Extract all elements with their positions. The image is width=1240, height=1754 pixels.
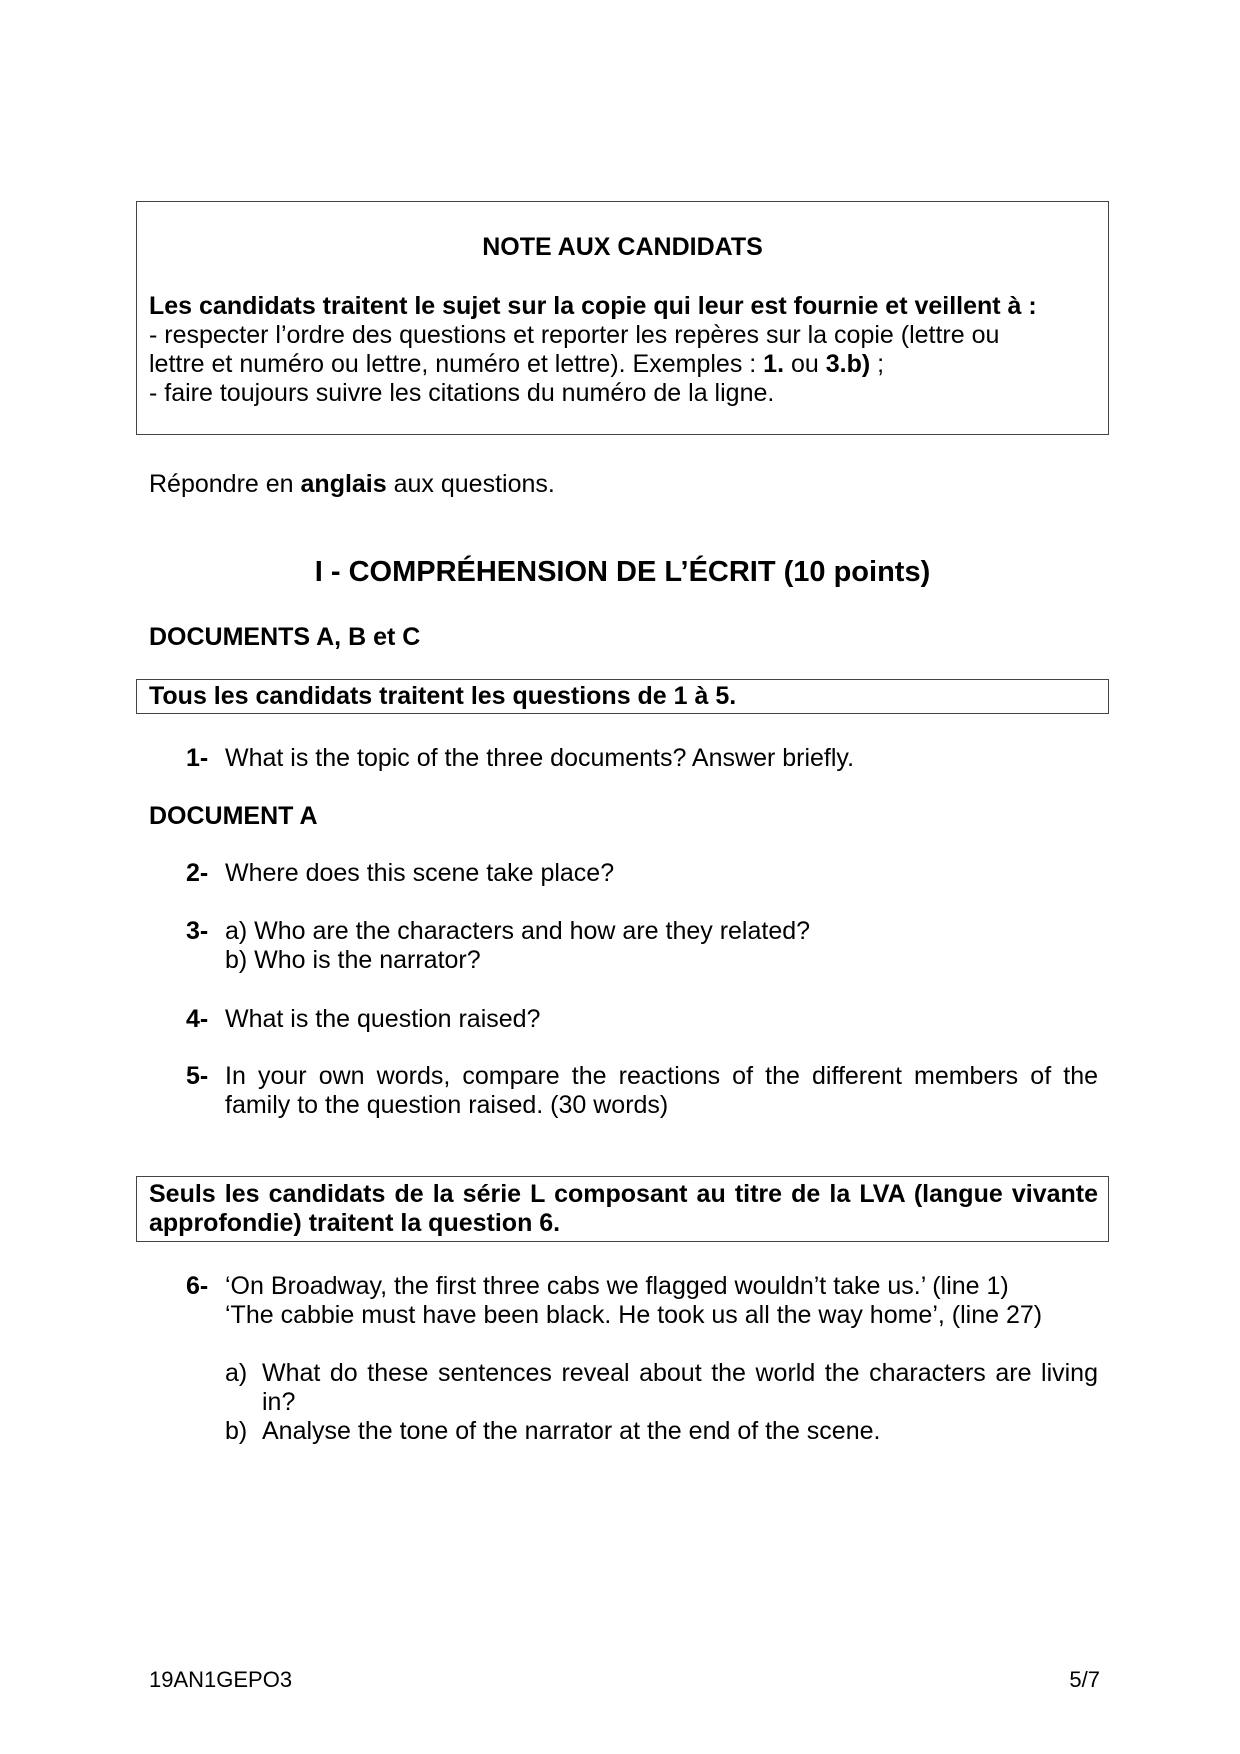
footer-page-number: 5/7: [1069, 1667, 1100, 1692]
note-line-2: [149, 350, 884, 379]
lva-line-1: Seuls les candidats de la série L composant au titre de la LVA (langue vivante: [149, 1180, 1098, 1208]
question-6a-label: a): [225, 1359, 248, 1387]
note-line-3: - faire toujours suivre les citations du numéro de la ligne.: [149, 379, 775, 407]
question-1-number: 1-: [186, 744, 209, 772]
question-2-text: Where does this scene take place?: [225, 859, 615, 887]
example-or: ou: [784, 350, 826, 378]
question-6b-text: Analyse the tone of the narrator at the end of the scene.: [262, 1417, 881, 1445]
instruction: [149, 470, 555, 499]
question-6a-line-1: What do these sentences reveal about the world the characters are living: [262, 1359, 1098, 1387]
example-end: ;: [870, 350, 885, 378]
note-intro: Les candidats traitent le sujet sur la copie qui leur est fournie et veillent à :: [149, 292, 1037, 320]
example-2: 3.b): [825, 350, 871, 378]
question-5-line-2: family to the question raised. (30 words): [225, 1091, 669, 1119]
document-a-heading: DOCUMENT A: [149, 802, 318, 830]
section-title: I - COMPRÉHENSION DE L’ÉCRIT (10 points): [314, 556, 931, 588]
question-3-number: 3-: [186, 917, 209, 945]
question-6-quote-1: ‘On Broadway, the first three cabs we flagged wouldn’t take us.’ (line 1): [225, 1272, 1009, 1300]
note-line-2-text: lettre et numéro ou lettre, numéro et lettre). Exemples :: [149, 350, 764, 378]
question-6-number: 6-: [186, 1272, 209, 1300]
question-6a-line-2: in?: [262, 1388, 296, 1416]
question-2-number: 2-: [186, 859, 209, 887]
all-candidates-text: Tous les candidats traitent les questions de 1 à 5.: [149, 682, 737, 710]
question-5-line-1: In your own words, compare the reactions of the different members of the: [225, 1062, 1098, 1090]
question-5-number: 5-: [186, 1062, 209, 1090]
question-4-number: 4-: [186, 1005, 209, 1033]
example-1: 1.: [763, 350, 785, 378]
footer-code: 19AN1GEPO3: [149, 1667, 293, 1692]
question-1-text: What is the topic of the three documents? Answer briefly.: [225, 744, 855, 772]
question-4-text: What is the question raised?: [225, 1005, 541, 1033]
instruction-bold: anglais: [300, 470, 387, 498]
lva-line-2: approfondie) traitent la question 6.: [149, 1209, 561, 1237]
question-3b-text: b) Who is the narrator?: [225, 946, 481, 974]
instruction-pre: Répondre en: [149, 470, 301, 498]
instruction-post: aux questions.: [386, 470, 555, 498]
documents-heading: DOCUMENTS A, B et C: [149, 623, 421, 651]
question-6b-label: b): [225, 1417, 248, 1445]
note-line-1: - respecter l’ordre des questions et reporter les repères sur la copie (lettre ou: [149, 321, 1000, 349]
question-6-quote-2: ‘The cabbie must have been black. He took us all the way home’, (line 27): [225, 1301, 1043, 1329]
note-title: NOTE AUX CANDIDATS: [482, 233, 763, 261]
question-3a-text: a) Who are the characters and how are they related?: [225, 917, 811, 945]
